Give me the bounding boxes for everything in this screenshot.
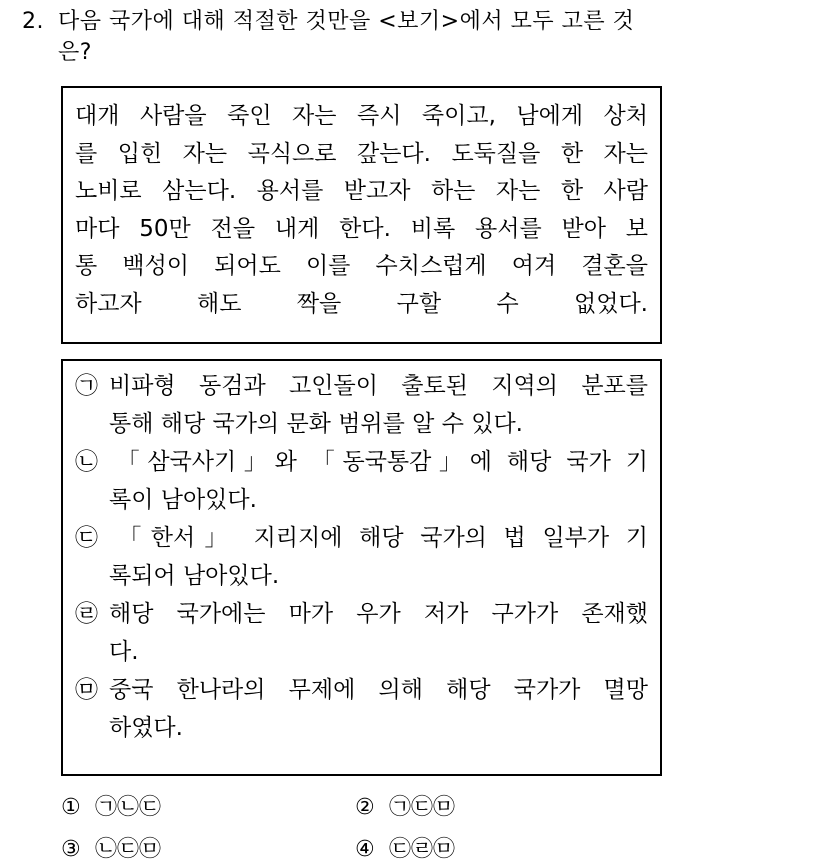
- bogi-item-c: [75, 519, 648, 595]
- bogi-mark: ㉠: [75, 373, 98, 399]
- choice-3[interactable]: [61, 832, 161, 868]
- bogi-item-continuation: 록이 남아있다.: [109, 487, 257, 513]
- bogi-mark: ㉡: [75, 449, 98, 475]
- question-stem: [22, 6, 802, 68]
- bogi-item-continuation: 록되어 남아있다.: [109, 563, 280, 589]
- bogi-mark: ㉤: [75, 677, 98, 703]
- bogi-item-continuation: 다.: [109, 639, 139, 665]
- bogi-mark: ㉢: [75, 525, 98, 551]
- bogi-item-text: 중국 한나라의 무제에 의해 해당 국가가 멸망: [109, 677, 648, 703]
- choice-2[interactable]: [355, 790, 455, 826]
- bogi-options-box: [61, 359, 662, 776]
- question-number: 2.: [22, 9, 44, 34]
- bogi-item-continuation: 하였다.: [109, 715, 183, 741]
- bogi-item-text: 해당 국가에는 마가 우가 저가 구가가 존재했: [109, 601, 648, 627]
- passage-line: 노비로 삼는다. 용서를 받고자 하는 자는 한 사람: [75, 178, 648, 204]
- bogi-item-text: 「한서」 지리지에 해당 국가의 법 일부가 기: [109, 525, 648, 551]
- choice-4[interactable]: [355, 832, 455, 868]
- passage-line: 대개 사람을 죽인 자는 즉시 죽이고, 남에게 상처: [75, 103, 648, 129]
- passage-line: 마다 50만 전을 내게 한다. 비록 용서를 받아 보: [75, 215, 648, 242]
- choice-1[interactable]: [61, 790, 161, 826]
- passage-line: 를 입힌 자는 곡식으로 갚는다. 도둑질을 한 자는: [75, 140, 648, 167]
- choice-text: ㉢㉣㉤: [389, 837, 456, 862]
- bogi-item-e: [75, 671, 648, 747]
- passage-line: 하고자 해도 짝을 구할 수 없었다.: [75, 290, 648, 317]
- bogi-item-continuation: 통해 해당 국가의 문화 범위를 알 수 있다.: [109, 411, 523, 437]
- choice-text: ㉠㉢㉤: [389, 795, 456, 820]
- question-stem-line-1: 다음 국가에 대해 적절한 것만을 <보기>에서 모두 고른 것: [58, 9, 635, 34]
- choice-number: ③: [61, 837, 81, 862]
- bogi-item-text: 「삼국사기」와 「동국통감」에 해당 국가 기: [109, 449, 648, 475]
- passage-line: 통 백성이 되어도 이를 수치스럽게 여겨 결혼을: [75, 253, 648, 279]
- choice-number: ④: [355, 837, 375, 862]
- question-stem-line-2: 은?: [58, 40, 92, 65]
- bogi-item-text: 비파형 동검과 고인돌이 출토된 지역의 분포를: [109, 373, 648, 399]
- choice-text: ㉠㉡㉢: [95, 795, 162, 820]
- choice-number: ②: [355, 795, 375, 820]
- bogi-item-a: [75, 367, 648, 443]
- bogi-item-d: [75, 595, 648, 671]
- choice-number: ①: [61, 795, 81, 820]
- bogi-mark: ㉣: [75, 601, 98, 627]
- choice-text: ㉡㉢㉤: [95, 837, 162, 862]
- source-passage-box: [61, 86, 662, 344]
- bogi-item-b: [75, 443, 648, 519]
